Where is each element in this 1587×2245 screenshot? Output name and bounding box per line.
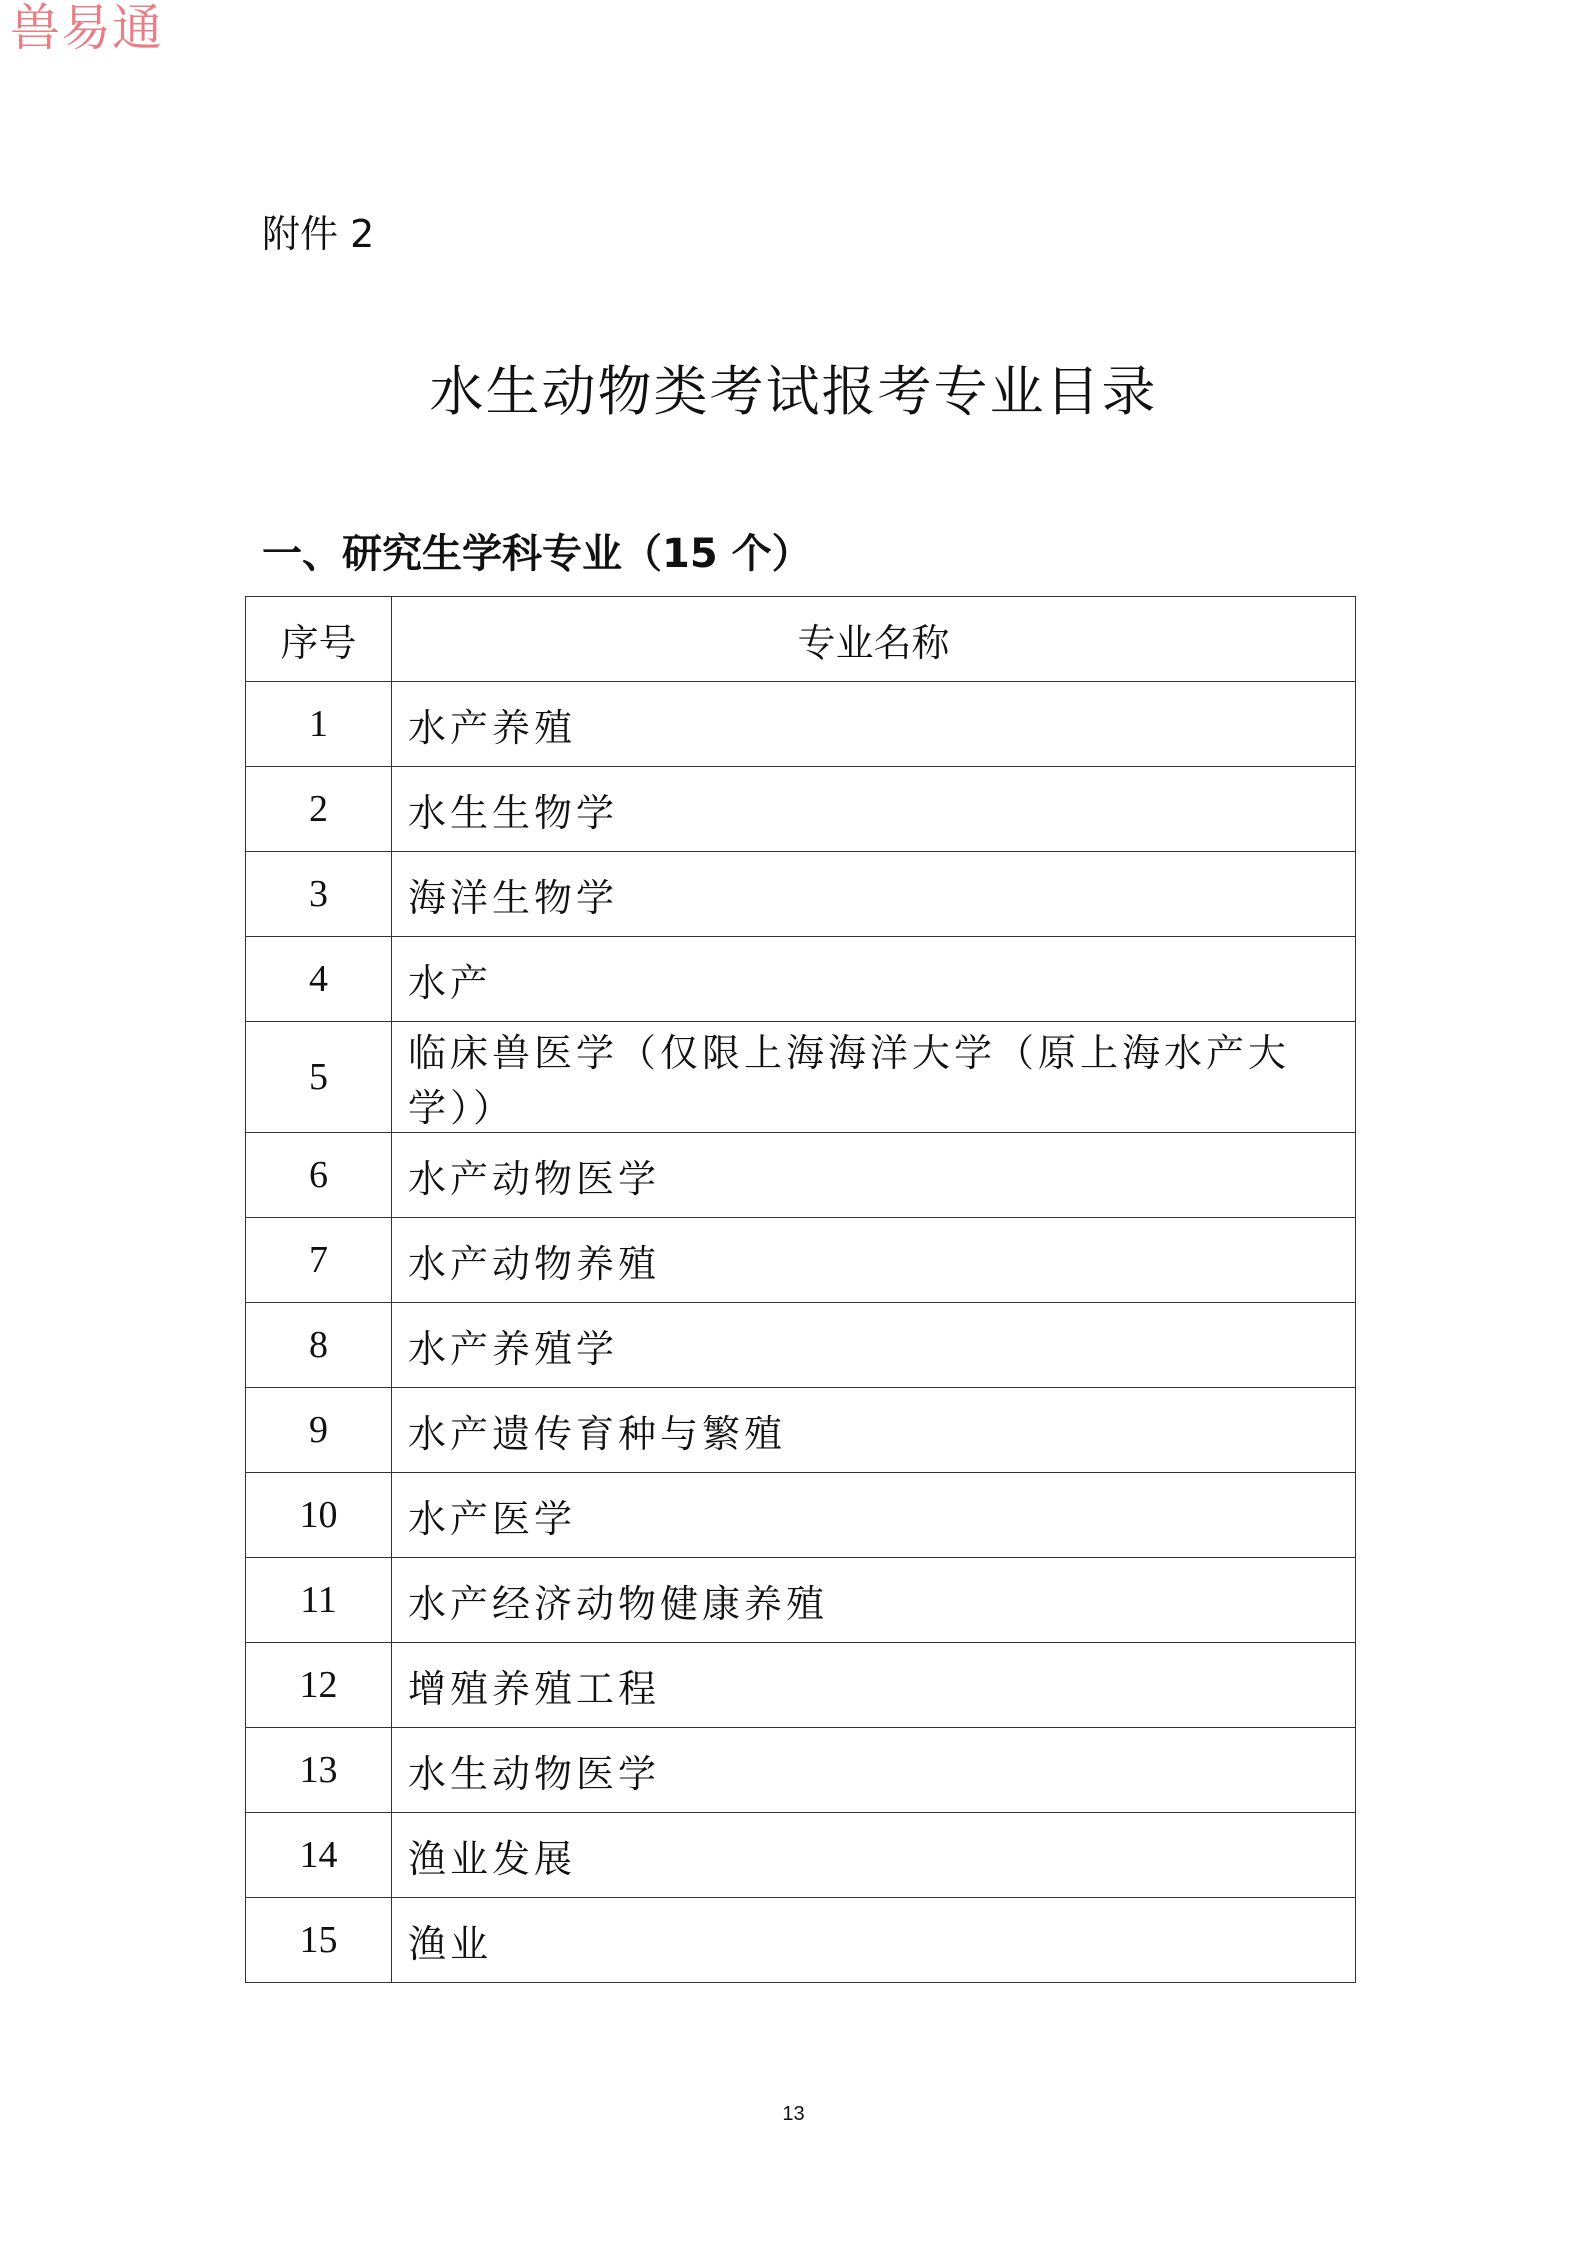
row-index: 15 bbox=[246, 1898, 392, 1983]
row-index: 9 bbox=[246, 1388, 392, 1473]
row-index: 5 bbox=[246, 1022, 392, 1133]
header-index: 序号 bbox=[246, 597, 392, 682]
row-major-name: 增殖养殖工程 bbox=[392, 1643, 1356, 1728]
table-row bbox=[246, 682, 1356, 767]
row-major-name: 水产养殖 bbox=[392, 682, 1356, 767]
row-index: 14 bbox=[246, 1813, 392, 1898]
page-number: 13 bbox=[782, 2103, 805, 2125]
table-row bbox=[246, 1022, 1356, 1133]
table-row bbox=[246, 1133, 1356, 1218]
table-row bbox=[246, 1388, 1356, 1473]
table-row bbox=[246, 1898, 1356, 1983]
row-major-name: 水产医学 bbox=[392, 1473, 1356, 1558]
row-major-name: 渔业发展 bbox=[392, 1813, 1356, 1898]
row-major-name: 水产动物医学 bbox=[392, 1133, 1356, 1218]
row-major-name: 水产养殖学 bbox=[392, 1303, 1356, 1388]
row-major-name: 渔业 bbox=[392, 1898, 1356, 1983]
row-major-name: 水产经济动物健康养殖 bbox=[392, 1558, 1356, 1643]
watermark-logo: 兽易通 bbox=[10, 0, 163, 57]
table-row bbox=[246, 1473, 1356, 1558]
header-major-name: 专业名称 bbox=[392, 597, 1356, 682]
table-header-row bbox=[246, 597, 1356, 682]
section-title: 一、研究生学科专业（15 个） bbox=[262, 531, 812, 577]
row-index: 8 bbox=[246, 1303, 392, 1388]
row-index: 10 bbox=[246, 1473, 392, 1558]
row-index: 12 bbox=[246, 1643, 392, 1728]
table-row bbox=[246, 852, 1356, 937]
table-row bbox=[246, 1728, 1356, 1813]
table-row bbox=[246, 767, 1356, 852]
table-row bbox=[246, 1813, 1356, 1898]
row-index: 2 bbox=[246, 767, 392, 852]
row-major-name: 海洋生物学 bbox=[392, 852, 1356, 937]
row-index: 1 bbox=[246, 682, 392, 767]
row-major-name: 水生动物医学 bbox=[392, 1728, 1356, 1813]
row-major-name: 水生生物学 bbox=[392, 767, 1356, 852]
row-index: 3 bbox=[246, 852, 392, 937]
row-index: 7 bbox=[246, 1218, 392, 1303]
row-major-name: 水产动物养殖 bbox=[392, 1218, 1356, 1303]
attachment-label: 附件 2 bbox=[262, 212, 375, 256]
row-major-name: 水产 bbox=[392, 937, 1356, 1022]
table-row bbox=[246, 937, 1356, 1022]
row-index: 6 bbox=[246, 1133, 392, 1218]
table-body bbox=[246, 682, 1356, 1983]
table-row bbox=[246, 1558, 1356, 1643]
table-row bbox=[246, 1643, 1356, 1728]
row-major-name: 临床兽医学（仅限上海海洋大学（原上海水产大学）） bbox=[392, 1022, 1356, 1133]
row-major-name: 水产遗传育种与繁殖 bbox=[392, 1388, 1356, 1473]
majors-table bbox=[245, 596, 1356, 1983]
table-row bbox=[246, 1218, 1356, 1303]
row-index: 11 bbox=[246, 1558, 392, 1643]
row-index: 13 bbox=[246, 1728, 392, 1813]
table-row bbox=[246, 1303, 1356, 1388]
document-title: 水生动物类考试报考专业目录 bbox=[429, 360, 1158, 423]
row-index: 4 bbox=[246, 937, 392, 1022]
